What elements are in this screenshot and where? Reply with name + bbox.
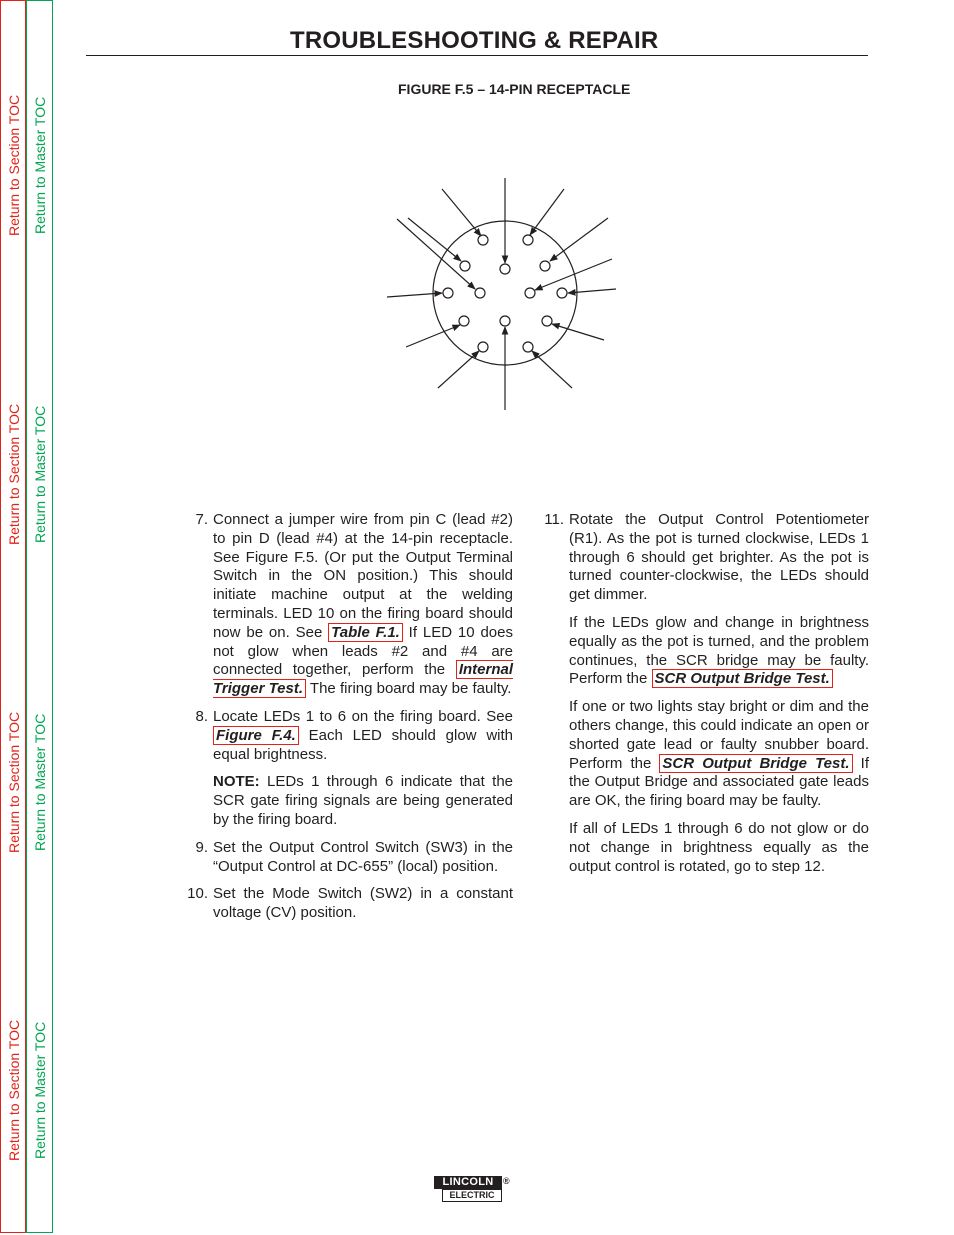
paragraph-text: If all of LEDs 1 through 6 do not glow or do not change in brightness equally as the output control is rotated, go to step 12. (569, 819, 869, 875)
step-text: Each LED should glow with equal brightness. (213, 726, 513, 763)
logo-electric: ELECTRIC (442, 1189, 502, 1202)
paragraph-text: If the Output Bridge and associated gate leads are OK, the firing board may be faulty. (569, 754, 869, 810)
pin-hole (523, 342, 533, 352)
note-paragraph (180, 773, 513, 829)
toc-navigation-strip (0, 0, 54, 1235)
step-number: 10. (187, 885, 208, 903)
step-8 (180, 708, 513, 764)
page-title: TROUBLESHOOTING & REPAIR (290, 27, 659, 54)
lincoln-electric-logo (434, 1176, 512, 1204)
pin-pointer-line (438, 351, 479, 388)
logo-lincoln: LINCOLN (434, 1176, 502, 1189)
step-10 (180, 885, 513, 923)
return-to-section-toc-link[interactable]: Return to Section TOC (6, 1019, 22, 1161)
instructions-right-column (536, 511, 869, 885)
step-text: Set the Output Control Switch (SW3) in the “Output Control at DC-655” (local) position. (213, 838, 513, 875)
step-number: 9. (195, 838, 208, 856)
instructions-left-column (180, 511, 513, 932)
step-text: Connect a jumper wire from pin C (lead #2) to pin D (lead #4) at the 14-pin receptacle. See Figure F.5. (Or put the Output Terminal Switch in the ON position.) This should initiate machine output at the welding terminals. LED 10 on the firing board should now be on. See (213, 511, 513, 641)
return-to-master-toc-link[interactable]: Return to Master TOC (32, 713, 48, 851)
pin-pointer-line (387, 293, 442, 297)
return-to-master-toc-link[interactable]: Return to Master TOC (32, 405, 48, 543)
pin-pointer-line (406, 325, 460, 347)
step-11-paragraph (536, 698, 869, 811)
step-text: Rotate the Output Control Potentiometer (R1). As the pot is turned clockwise, LEDs 1 through 6 should get brighter. As the pot is turned counter-clockwise, the LEDs should get dimmer. (569, 511, 869, 604)
return-to-section-toc-link[interactable]: Return to Section TOC (6, 94, 22, 236)
pin-hole (542, 316, 552, 326)
scr-output-bridge-test-link[interactable]: SCR Output Bridge Test. (652, 669, 833, 688)
figure-f4-link[interactable]: Figure F.4. (213, 726, 299, 745)
pin-hole (500, 316, 510, 326)
pin-hole (475, 288, 485, 298)
paragraph-text: If one or two lights stay bright or dim and the others change, this could indicate an open or shorted gate lead or faulty snubber board. Perform the (569, 698, 869, 772)
internal-trigger-test-link[interactable]: Internal Trigger Test. (213, 661, 513, 698)
pin-pointer-line (397, 219, 475, 289)
return-to-master-toc-link[interactable]: Return to Master TOC (32, 1021, 48, 1159)
figure-caption: FIGURE F.5 – 14-PIN RECEPTACLE (398, 81, 631, 97)
pin-pointer-line (568, 289, 616, 293)
receptacle-diagram (380, 170, 620, 415)
logo-registered-mark: ® (503, 1176, 510, 1186)
pin-pointer-line (530, 189, 564, 235)
step-9 (180, 839, 513, 877)
pin-hole (525, 288, 535, 298)
step-11-paragraph (536, 820, 869, 876)
pin-pointer-line (442, 189, 481, 236)
pin-hole (459, 316, 469, 326)
pin-hole (557, 288, 567, 298)
note-label: NOTE: (213, 773, 260, 791)
pin-hole (500, 264, 510, 274)
return-to-section-toc-link[interactable]: Return to Section TOC (6, 403, 22, 545)
pin-pointer-line (532, 351, 572, 388)
step-text: Locate LEDs 1 to 6 on the firing board. See (213, 707, 513, 725)
pin-pointer-line (408, 218, 461, 261)
pin-hole (478, 342, 488, 352)
step-11 (536, 511, 869, 605)
return-to-master-toc-link[interactable]: Return to Master TOC (32, 96, 48, 234)
pin-hole (478, 235, 488, 245)
step-number: 7. (195, 511, 208, 528)
pin-hole (523, 235, 533, 245)
pin-hole (443, 288, 453, 298)
title-rule (86, 55, 868, 56)
step-number: 8. (195, 707, 208, 725)
pin-pointer-line (552, 324, 604, 340)
pin-hole (540, 261, 550, 271)
step-11-paragraph (536, 614, 869, 689)
return-to-section-toc-link[interactable]: Return to Section TOC (6, 711, 22, 853)
step-7 (180, 511, 513, 699)
step-text: The firing board may be faulty. (306, 680, 512, 698)
step-text: Set the Mode Switch (SW2) in a constant voltage (CV) position. (213, 885, 513, 922)
pin-hole (460, 261, 470, 271)
table-f1-link[interactable]: Table F.1. (328, 623, 403, 642)
paragraph-text: If the LEDs glow and change in brightness equally as the pot is turned, and the problem continues, the SCR bridge may be faulty. Perform the (569, 613, 869, 688)
note-text: LEDs 1 through 6 indicate that the SCR gate firing signals are being generated by the firing board. (213, 773, 513, 828)
step-number: 11. (544, 511, 564, 528)
scr-output-bridge-test-link[interactable]: SCR Output Bridge Test. (659, 754, 852, 773)
pin-pointer-line (550, 218, 608, 261)
step-text: If LED 10 does not glow when leads #2 and #4 are connected together, perform the (213, 623, 513, 679)
